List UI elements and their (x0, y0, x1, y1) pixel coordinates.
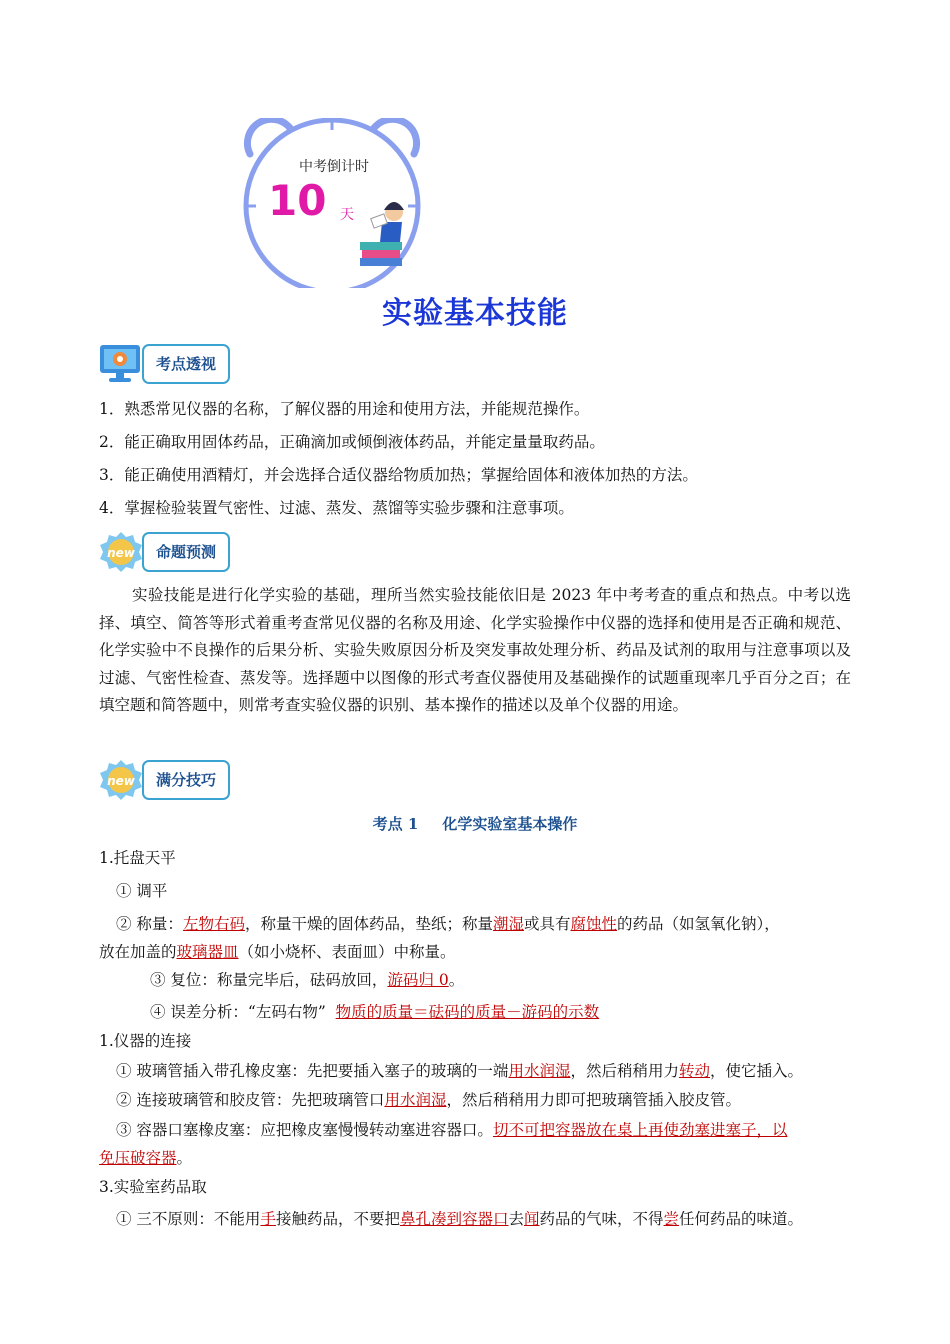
objective-item-4: 4．掌握检验装置气密性、过滤、蒸发、蒸馏等实验步骤和注意事项。 (99, 499, 574, 517)
keyword: 切不可把容器放在桌上再使劲塞进塞子，以 (492, 1121, 788, 1139)
keyword: 尝 (663, 1210, 680, 1228)
svg-text:new: new (107, 546, 135, 560)
keyword: 用水润湿 (508, 1062, 571, 1080)
keyword: 腐蚀性 (570, 915, 618, 933)
connect-item-1: ① 玻璃管插入带孔橡皮塞：先把要插入塞子的玻璃的一端用水润湿，然后稍稍用力转动，使它插入。 (116, 1062, 803, 1080)
page-title: 实验基本技能 (382, 296, 568, 331)
section-label-mingti: 命题预测 (142, 532, 230, 572)
clock-icon (232, 118, 432, 288)
countdown-label: 中考倒计时 (299, 159, 369, 175)
keyword: 免压破容器 (99, 1149, 177, 1167)
keyword: 潮湿 (492, 915, 524, 933)
section-badge-mingti (98, 530, 258, 572)
connect-heading: 1.仪器的连接 (99, 1032, 192, 1050)
new-badge-icon (98, 530, 144, 574)
balance-chengliang-line1: ② 称量：左物右码，称量干燥的固体药品，垫纸；称量潮湿或具有腐蚀性的药品（如氢氧化钠）， (116, 915, 780, 933)
countdown-clock (232, 118, 432, 288)
balance-fuwei: ③ 复位：称量完毕后，砝码放回，游码归 0。 (150, 971, 465, 989)
kaodian-1-name: 化学实验室基本操作 (442, 815, 578, 833)
balance-heading: 1.托盘天平 (99, 849, 176, 867)
section-badge-jiqiao (98, 758, 258, 800)
keyword: 转动 (678, 1062, 710, 1080)
balance-wucha: ④ 误差分析：“左码右物” 物质的质量＝砝码的质量－游码的示数 (150, 1003, 600, 1021)
keyword: 手 (260, 1210, 276, 1228)
keyword: 闻 (524, 1210, 540, 1228)
connect-item-3-line1: ③ 容器口塞橡皮塞：应把橡皮塞慢慢转动塞进容器口。切不可把容器放在桌上再使劲塞进塞子，以 (116, 1121, 788, 1139)
kaodian-1-number: 考点 1 (372, 815, 419, 833)
keyword: 物质的质量＝砝码的质量－游码的示数 (335, 1003, 600, 1021)
new-badge-icon (98, 758, 144, 802)
section-label-jiqiao: 满分技巧 (142, 760, 230, 800)
section-badge-kaodian (98, 342, 258, 384)
kaodian-1-heading (0, 813, 950, 834)
keyword: 鼻孔凑到容器口 (399, 1210, 509, 1228)
prediction-paragraph: 实验技能是进行化学实验的基础，理所当然实验技能依旧是 2023 年中考考查的重点和热点。中考以选择、填空、简答等形式着重考查常见仪器的名称及用途、化学实验操作中仪器的选择和使用是否正确和规范、化学实验中不良操作的后果分析、实验失败原因分析及突发事故处理分析、药品及试剂的取用与注意事项以及过滤、气密性检查、蒸发等。选择题中以图像的形式考查仪器使用及基础操作的试题重现率几乎百分之百；在填空题和简答题中，则常考查实验仪器的识别、基本操作的描述以及单个仪器的用途。 (99, 586, 851, 714)
balance-chengliang-line2: 放在加盖的玻璃器皿（如小烧杯、表面皿）中称量。 (99, 943, 456, 961)
balance-tiaoping: ① 调平 (116, 882, 168, 900)
connect-item-2: ② 连接玻璃管和胶皮管：先把玻璃管口用水润湿，然后稍稍用力即可把玻璃管插入胶皮管。 (116, 1091, 741, 1109)
countdown-days-number: 10 (268, 176, 327, 225)
objective-item-1: 1．熟悉常见仪器的名称，了解仪器的用途和使用方法，并能规范操作。 (99, 400, 590, 418)
connect-item-3-line2: 免压破容器。 (99, 1149, 193, 1167)
keyword: 左物右码 (182, 915, 245, 933)
monitor-gear-icon (98, 342, 144, 386)
keyword: 玻璃器皿 (176, 943, 239, 961)
keyword: 用水润湿 (384, 1091, 447, 1109)
svg-text:new: new (107, 774, 135, 788)
countdown-days-unit: 天 (340, 207, 354, 223)
section-label-kaodian: 考点透视 (142, 344, 230, 384)
objective-item-3: 3．能正确使用酒精灯，并会选择合适仪器给物质加热；掌握给固体和液体加热的方法。 (99, 466, 698, 484)
drugs-heading: 3.实验室药品取 (99, 1178, 207, 1196)
objective-item-2: 2．能正确取用固体药品，正确滴加或倾倒液体药品，并能定量量取药品。 (99, 433, 605, 451)
drugs-item-1: ① 三不原则：不能用手接触药品，不要把鼻孔凑到容器口去闻药品的气味，不得尝任何药品的味道。 (116, 1210, 804, 1228)
keyword: 游码归 0 (387, 971, 449, 989)
